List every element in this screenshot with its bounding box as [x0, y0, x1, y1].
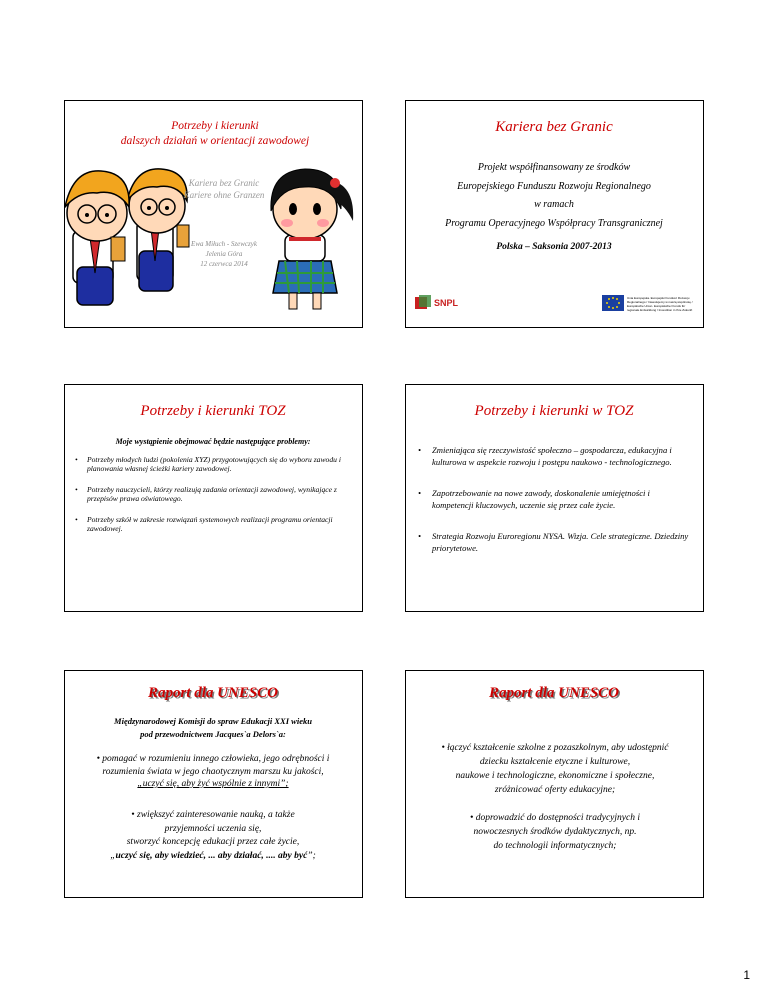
list-item: • Potrzeby szkół w zakresie rozwiązań systemowych realizacji programu orientacji zawodowej. [75, 515, 353, 533]
bullet-line [71, 850, 355, 864]
bullet-line: do technologii informatycznych; [493, 841, 617, 851]
title-line: Potrzeby i kierunki [171, 120, 259, 132]
slide-6-bullet-1 [414, 741, 696, 797]
bullet-line: • pomagać w rozumieniu innego człowieka, jego odrębności i [96, 754, 330, 764]
body-line: Projekt współfinansowany ze środków [477, 162, 631, 173]
slide-3-list [75, 455, 353, 545]
bullet-line: zróżnicować oferty edukacyjne; [494, 785, 616, 795]
bullet-line: dziecku kształcenie etyczne i kulturowe, [479, 757, 631, 767]
slide-6-title: Raport dla UNESCO [488, 685, 620, 701]
slide-4-title: Potrzeby i kierunki w TOZ [474, 403, 634, 419]
svg-text:SNPL: SNPL [434, 298, 459, 308]
slide-3-title: Potrzeby i kierunki TOZ [140, 403, 286, 419]
slide-1-author-block [169, 239, 279, 269]
bullet-line: przyjemności uczenia się, [164, 823, 262, 834]
snpl-logo [414, 293, 474, 313]
motto-text: uczyć się, aby wiedzieć, ... aby działać, .... aby być [115, 850, 308, 861]
title-line: dalszych działań w orientacji zawodowej [120, 135, 310, 147]
slide-6-bullet-2 [414, 811, 696, 853]
slide-5-lead [65, 715, 361, 741]
slide-1-title [64, 100, 363, 328]
lead-line: Międzynarodowej Komisji do spraw Edukacji XXI wieku [114, 716, 312, 726]
slide-5-bullet-2 [71, 809, 355, 863]
svg-text:regionale Entwicklung / Invest: regionale Entwicklung / Investition in Ihre Zukunft [627, 308, 693, 312]
list-item: • Potrzeby nauczycieli, którzy realizują zadania orientacji zawodowej, wynikające z przepisów prawa oświatowego. [75, 485, 353, 503]
bullet-line: rozumienia świata w jego chaotycznym marszu ku jakości, [102, 766, 324, 777]
slide-2-body [406, 159, 702, 233]
slide-5-title: Raport dla UNESCO [147, 685, 279, 701]
slide-4-needs-in-toz [405, 384, 704, 612]
quote-close: ”; [307, 850, 316, 861]
slide-3-lead: Moje wystąpienie obejmować będzie następujące problemy: [115, 437, 311, 446]
slide-4-list [418, 445, 692, 574]
body-line: Programu Operacyjnego Współpracy Transgranicznej [445, 217, 663, 229]
quote-open: „ [110, 850, 116, 861]
bullet-line: • łączyć kształcenie szkolne z pozaszkolnym, aby udostępnić [441, 743, 669, 753]
bullet-line: „uczyć się, aby żyć wspólnie z innymi”; [137, 779, 289, 789]
slide-1-subtitle [169, 177, 279, 201]
body-line: w ramach [534, 199, 574, 210]
list-item: • Zapotrzebowanie na nowe zawody, doskonalenie umiejętności i kompetencji kluczowych, uczenie się przez całe życie. [418, 488, 692, 511]
presentation-date: 12 czerwca 2014 [200, 260, 248, 268]
author-place: Jelenia Góra [205, 250, 243, 258]
slide-5-bullet-1 [71, 753, 355, 791]
subtitle-line: Kariere ohne Granzen [183, 190, 265, 200]
bullet-line: naukowe i technologiczne, ekonomiczne i społeczne, [455, 771, 655, 781]
lead-line: pod przewodnictwem Jacques`a Delors`a: [140, 729, 286, 739]
list-item: • Potrzeby młodych ludzi (pokolenia XYZ) przygotowujących się do wyboru zawodu i planowania własnej ścieżki kariery zawodowej. [75, 455, 353, 473]
slide-2-project [405, 100, 704, 328]
page-number: 1 [743, 968, 750, 982]
body-line: Europejskiego Funduszu Rozwoju Regionalnego [457, 180, 651, 192]
svg-text:Regionalnego / Inwestujemy w n: Regionalnego / Inwestujemy w naszą wspólnotę / [627, 300, 693, 304]
list-item: • Strategia Rozwoju Euroregionu NYSA. Wizja. Cele strategiczne. Dziedziny priorytetowe. [418, 531, 692, 554]
bullet-line: • doprowadzić do dostępności tradycyjnych i [470, 813, 640, 823]
slide-2-program-years: Polska – Saksonia 2007-2013 [496, 242, 612, 252]
eu-funding-logo [602, 293, 694, 315]
bullet-line: stworzyć koncepcję edukacji przez całe życie, [126, 837, 300, 847]
subtitle-line: Kariera bez Granic [188, 178, 260, 188]
bullet-line: • zwiększyć zainteresowanie nauką, a także [131, 810, 295, 820]
svg-text:Unia Europejska. Europejski Fu: Unia Europejska. Europejski Fundusz Rozwoju [627, 296, 690, 300]
bullet-line: nowoczesnych środków dydaktycznych, np. [473, 827, 637, 837]
slide-5-unesco-report [64, 670, 363, 898]
slide-3-needs-toz [64, 384, 363, 612]
slide-6-unesco-report [405, 670, 704, 898]
slide-2-title: Kariera bez Granic [495, 119, 613, 135]
list-item: • Zmieniająca się rzeczywistość społeczno – gospodarcza, edukacyjna i kulturowa w aspekcie rozwoju i postępu naukowo - technologicznego. [418, 445, 692, 468]
cartoon-children-illustration [65, 101, 361, 326]
author-name: Ewa Miłuch - Szewczyk [191, 240, 257, 248]
svg-text:Europäische Union. Europäische: Europäische Union. Europäischer Fonds für [627, 304, 686, 308]
